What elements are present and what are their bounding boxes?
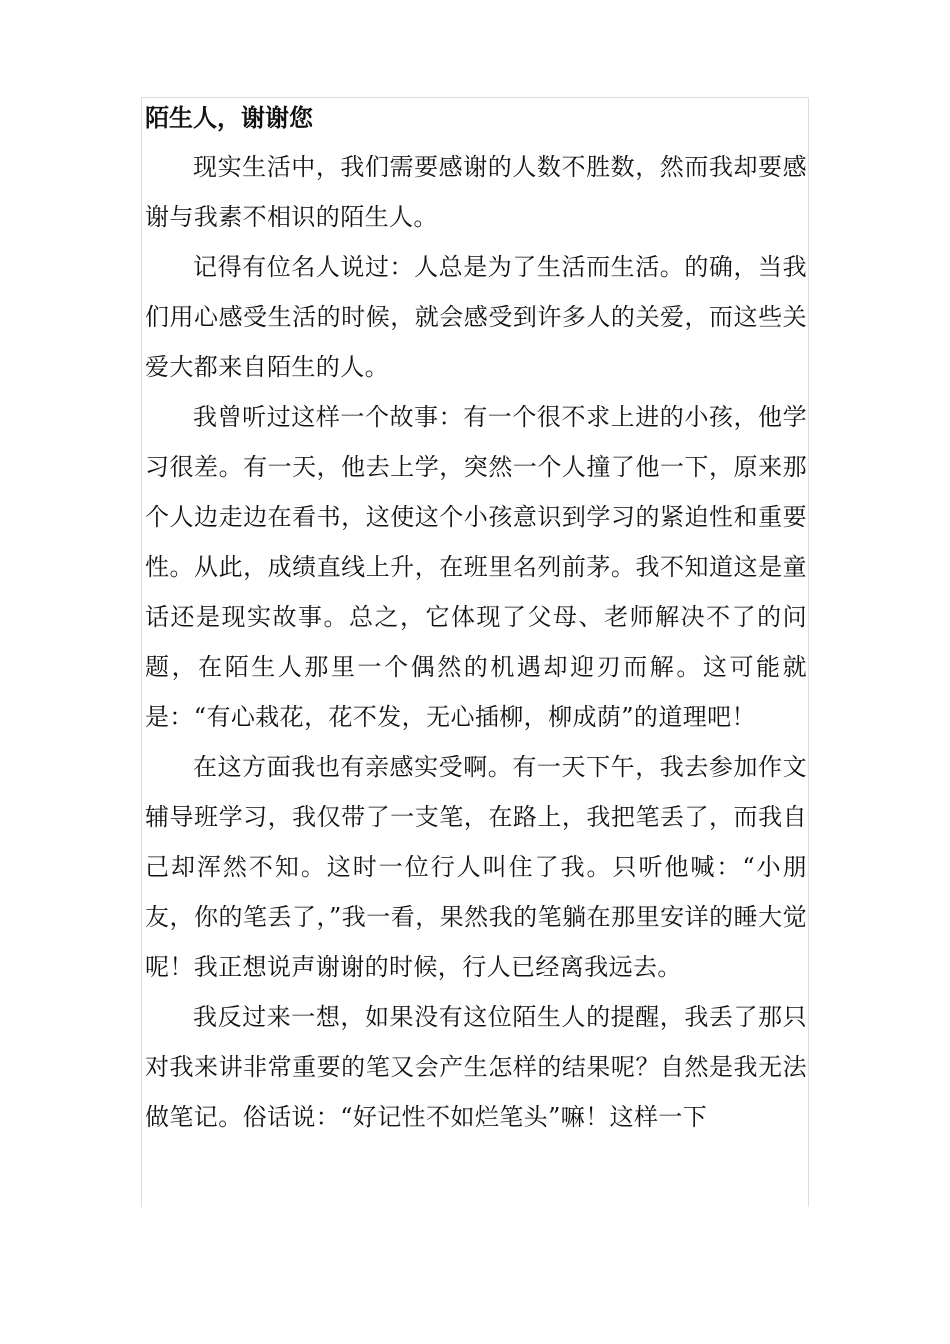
paragraph-5: 我反过来一想，如果没有这位陌生人的提醒，我丢了那只对我来讲非常重要的笔又会产生怎样的结果呢？自然是我无法做笔记。俗话说：“好记性不如烂笔头”嘛！这样一下 — [145, 1003, 807, 1131]
document-body — [145, 96, 807, 1142]
paragraph-2: 记得有位名人说过：人总是为了生活而生活。的确，当我们用心感受生活的时候，就会感受到许多人的关爱，而这些关爱大都来自陌生的人。 — [145, 253, 807, 381]
paragraph-1: 现实生活中，我们需要感谢的人数不胜数，然而我却要感谢与我素不相识的陌生人。 — [145, 153, 807, 231]
paragraph-3: 我曾听过这样一个故事：有一个很不求上进的小孩，他学习很差。有一天，他去上学，突然一个人撞了他一下，原来那个人边走边在看书，这使这个小孩意识到学习的紧迫性和重要性。从此，成绩直线上升，在班里名列前茅。我不知道这是童话还是现实故事。总之，它体现了父母、老师解决不了的问题，在陌生人那里一个偶然的机遇却迎刃而解。这可能就是：“有心栽花，花不发，无心插柳，柳成荫”的道理吧！ — [145, 403, 807, 731]
paragraph-4: 在这方面我也有亲感实受啊。有一天下午，我去参加作文辅导班学习，我仅带了一支笔，在路上，我把笔丢了，而我自己却浑然不知。这时一位行人叫住了我。只听他喊：“小朋友，你的笔丢了，”我一看，果然我的笔躺在那里安详的睡大觉呢！我正想说声谢谢的时候，行人已经离我远去。 — [145, 753, 807, 981]
document-title: 陌生人，谢谢您 — [145, 103, 313, 132]
